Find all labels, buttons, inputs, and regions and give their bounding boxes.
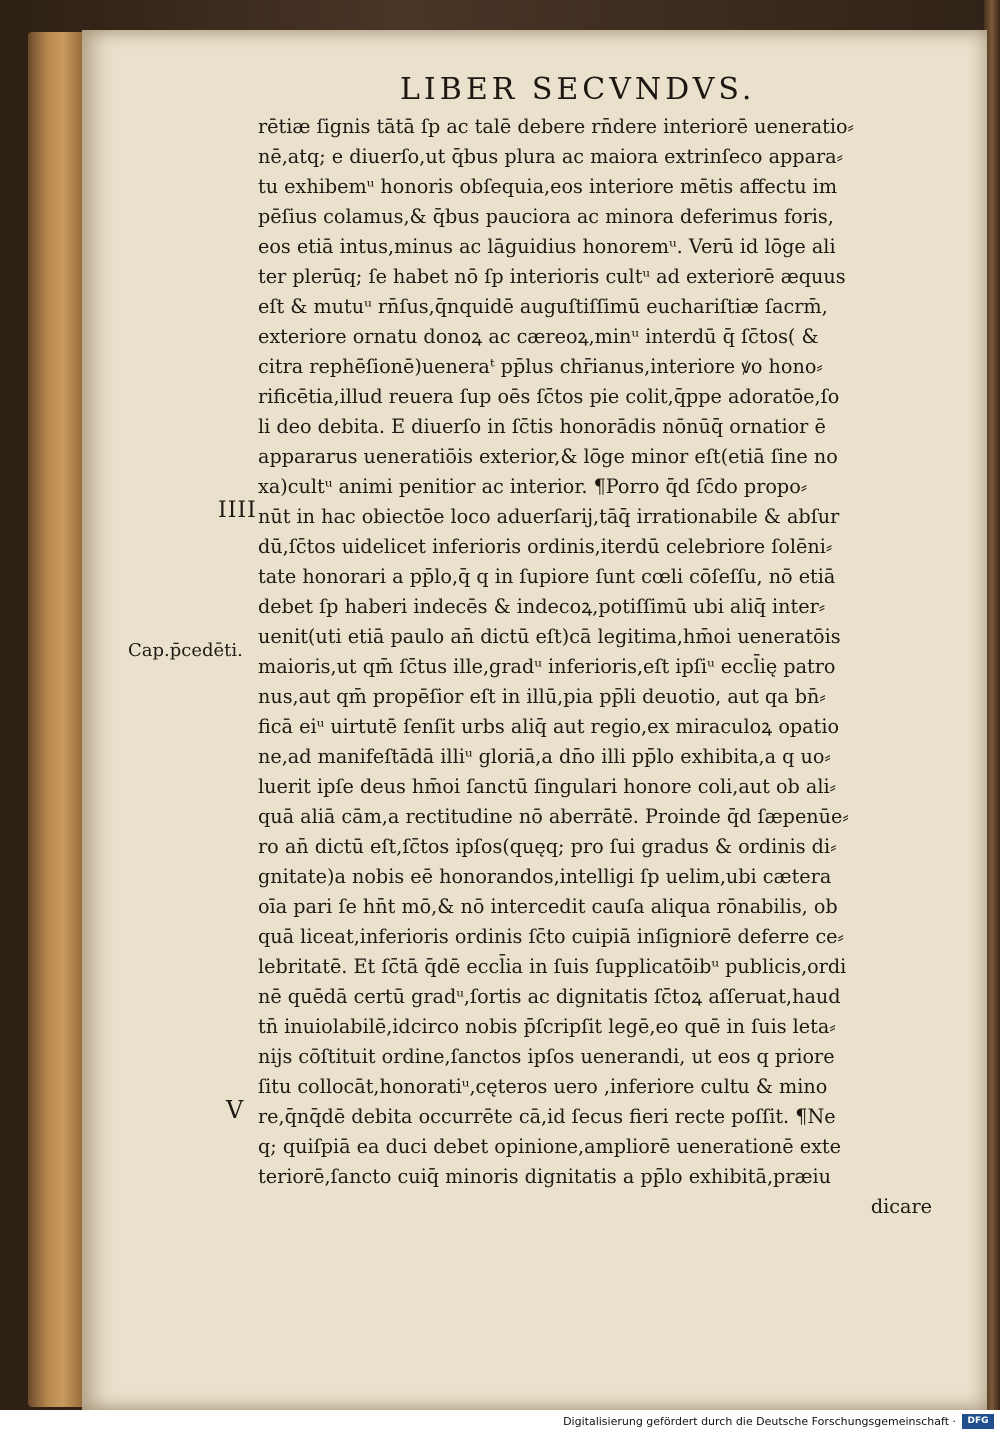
book-fore-edge <box>28 32 86 1407</box>
text-line: appararus ueneratiōis exterior,& lōge minor eſt(etiā ſine no <box>258 445 838 468</box>
text-line: luerit ipſe deus hm̄oi ſanctū ſingulari honore coli,aut ob ali⸗ <box>258 775 837 798</box>
text-line: xa)cultᵘ animi penitior ac interior. ¶Porro q̄d ſc̄do propo⸗ <box>258 475 808 498</box>
text-line: ficā eiᵘ uirtutē ſenſit urbs aliq̄ aut regio,ex miraculoꝝ opatio <box>258 715 840 738</box>
text-line: dū,ſc̄tos uidelicet inferioris ordinis,iterdū celebriore ſolēni⸗ <box>258 535 833 558</box>
text-line: maioris,ut qm̄ ſc̄tus ille,gradᵘ inferioris,eſt ipſiᵘ eccl̄ię patro <box>258 655 836 678</box>
text-line: rificētia,illud reuera ſup oēs ſc̄tos pie colit,q̄ppe adoratōe,ſo <box>258 385 840 408</box>
footer-bar <box>0 1410 1000 1434</box>
text-line: eos etiā intus,minus ac lāguidius honoremᵘ. Verū id lōge ali <box>258 235 836 258</box>
text-line: nijs cōſtituit ordine,ſanctos ipſos uenerandi, ut eos q priore <box>258 1045 835 1068</box>
text-line: li deo debita. E diuerſo in ſc̄tis honorādis nōnūq̄ ornatior ē <box>258 415 826 438</box>
running-head: LIBER SECVNDVS. <box>400 72 756 107</box>
dfg-logo-icon: DFG <box>962 1414 994 1429</box>
text-line: tu exhibemᵘ honoris obſequia,eos interiore mētis affectu im <box>258 175 838 198</box>
catchword: dicare <box>870 1195 932 1218</box>
text-line: ro an̄ dictū eſt,ſc̄tos ipſos(quęq; pro ſui gradus & ordinis di⸗ <box>258 835 837 858</box>
text-line: eſt & mutuᵘ rn̄ſus,q̄nquidē auguſtiſſimū euchariſtiæ ſacrm̄, <box>258 295 828 318</box>
marginal-number-4: IIII <box>218 498 257 523</box>
text-line: quā aliā cām,a rectitudine nō aberrātē. Proinde q̄d ſæpenūe⸗ <box>258 805 849 828</box>
text-line: nē quēdā certū gradᵘ,ſortis ac dignitatis ſc̄toꝝ aſſeruat,haud <box>258 985 841 1008</box>
footer-credit: Digitalisierung gefördert durch die Deutsche Forschungsgemeinschaft · <box>563 1415 956 1428</box>
text-line: teriorē,ſancto cuiq̄ minoris dignitatis a pp̄lo exhibitā,præiu <box>258 1165 832 1188</box>
text-line: q; quiſpiā ea duci debet opinione,ampliorē uenerationē exte <box>258 1135 841 1158</box>
text-line: ter plerūq; ſe habet nō ſp interioris cultᵘ ad exteriorē æquus <box>258 265 846 288</box>
text-line: exteriore ornatu donoꝝ ac cæreoꝝ,minᵘ interdū q̄ ſc̄tos( & <box>258 325 819 348</box>
text-line: ſitu collocāt,honoratiᵘ,cęteros uero ,inferiore cultu & mino <box>258 1075 828 1098</box>
text-line: nē,atq; e diuerſo,ut q̄bus plura ac maiora extrinſeco appara⸗ <box>258 145 844 168</box>
text-line: re,q̄nq̄dē debita occurrēte cā,id ſecus fieri recte poſſit. ¶Ne <box>258 1105 836 1128</box>
text-line: gnitate)a nobis eē honorandos,intelligi ſp uelim,ubi cætera <box>258 865 832 888</box>
text-line: nus,aut qm̄ propēſior eſt in illū,pia pp̄li deuotio, aut qa bn̄⸗ <box>258 685 826 708</box>
text-line: ne,ad manifeſtādā illiᵘ gloriā,a dn̄o illi pp̄lo exhibita,a q uo⸗ <box>258 745 831 768</box>
text-line: uenit(uti etiā paulo an̄ dictū eſt)cā legitima,hm̄oi ueneratōis <box>258 625 841 648</box>
marginal-cap-note: Cap.p̄cedēti. <box>128 640 243 661</box>
marginal-number-5: V <box>226 1096 244 1124</box>
text-line: debet ſp haberi indecēs & indecoꝝ,potiſſimū ubi aliq̄ inter⸗ <box>258 595 826 618</box>
text-line: nūt in hac obiectōe loco aduerſarij,tāq̄ irrationabile & abſur <box>258 505 840 528</box>
text-line: citra rephēſionē)ueneraᵗ pp̄lus chr̄ianus,interiore ꝟo hono⸗ <box>258 355 823 378</box>
text-line: lebritatē. Et ſc̄tā q̄dē eccl̄ia in ſuis ſupplicatōibᵘ publicis,ordi <box>258 955 847 978</box>
text-line: tn̄ inuiolabilē,idcirco nobis p̄ſcripſit legē,eo quē in ſuis leta⸗ <box>258 1015 836 1038</box>
text-line: quā liceat,inferioris ordinis ſc̄to cuipiā inſigniorē deferre ce⸗ <box>258 925 844 948</box>
text-line: tate honorari a pp̄lo,q̄ q in ſupiore ſunt cœli cōſeſſu, nō etiā <box>258 565 836 588</box>
body-text <box>258 112 938 1222</box>
text-line: rētiæ ſignis tātā ſp ac talē debere rn̄dere interiorē ueneratio⸗ <box>258 115 854 138</box>
text-line: oīa pari ſe hn̄t mō,& nō intercedit cauſa aliqua rōnabilis, ob <box>258 895 838 918</box>
text-line: pēſius colamus,& q̄bus pauciora ac minora deferimus foris, <box>258 205 834 228</box>
